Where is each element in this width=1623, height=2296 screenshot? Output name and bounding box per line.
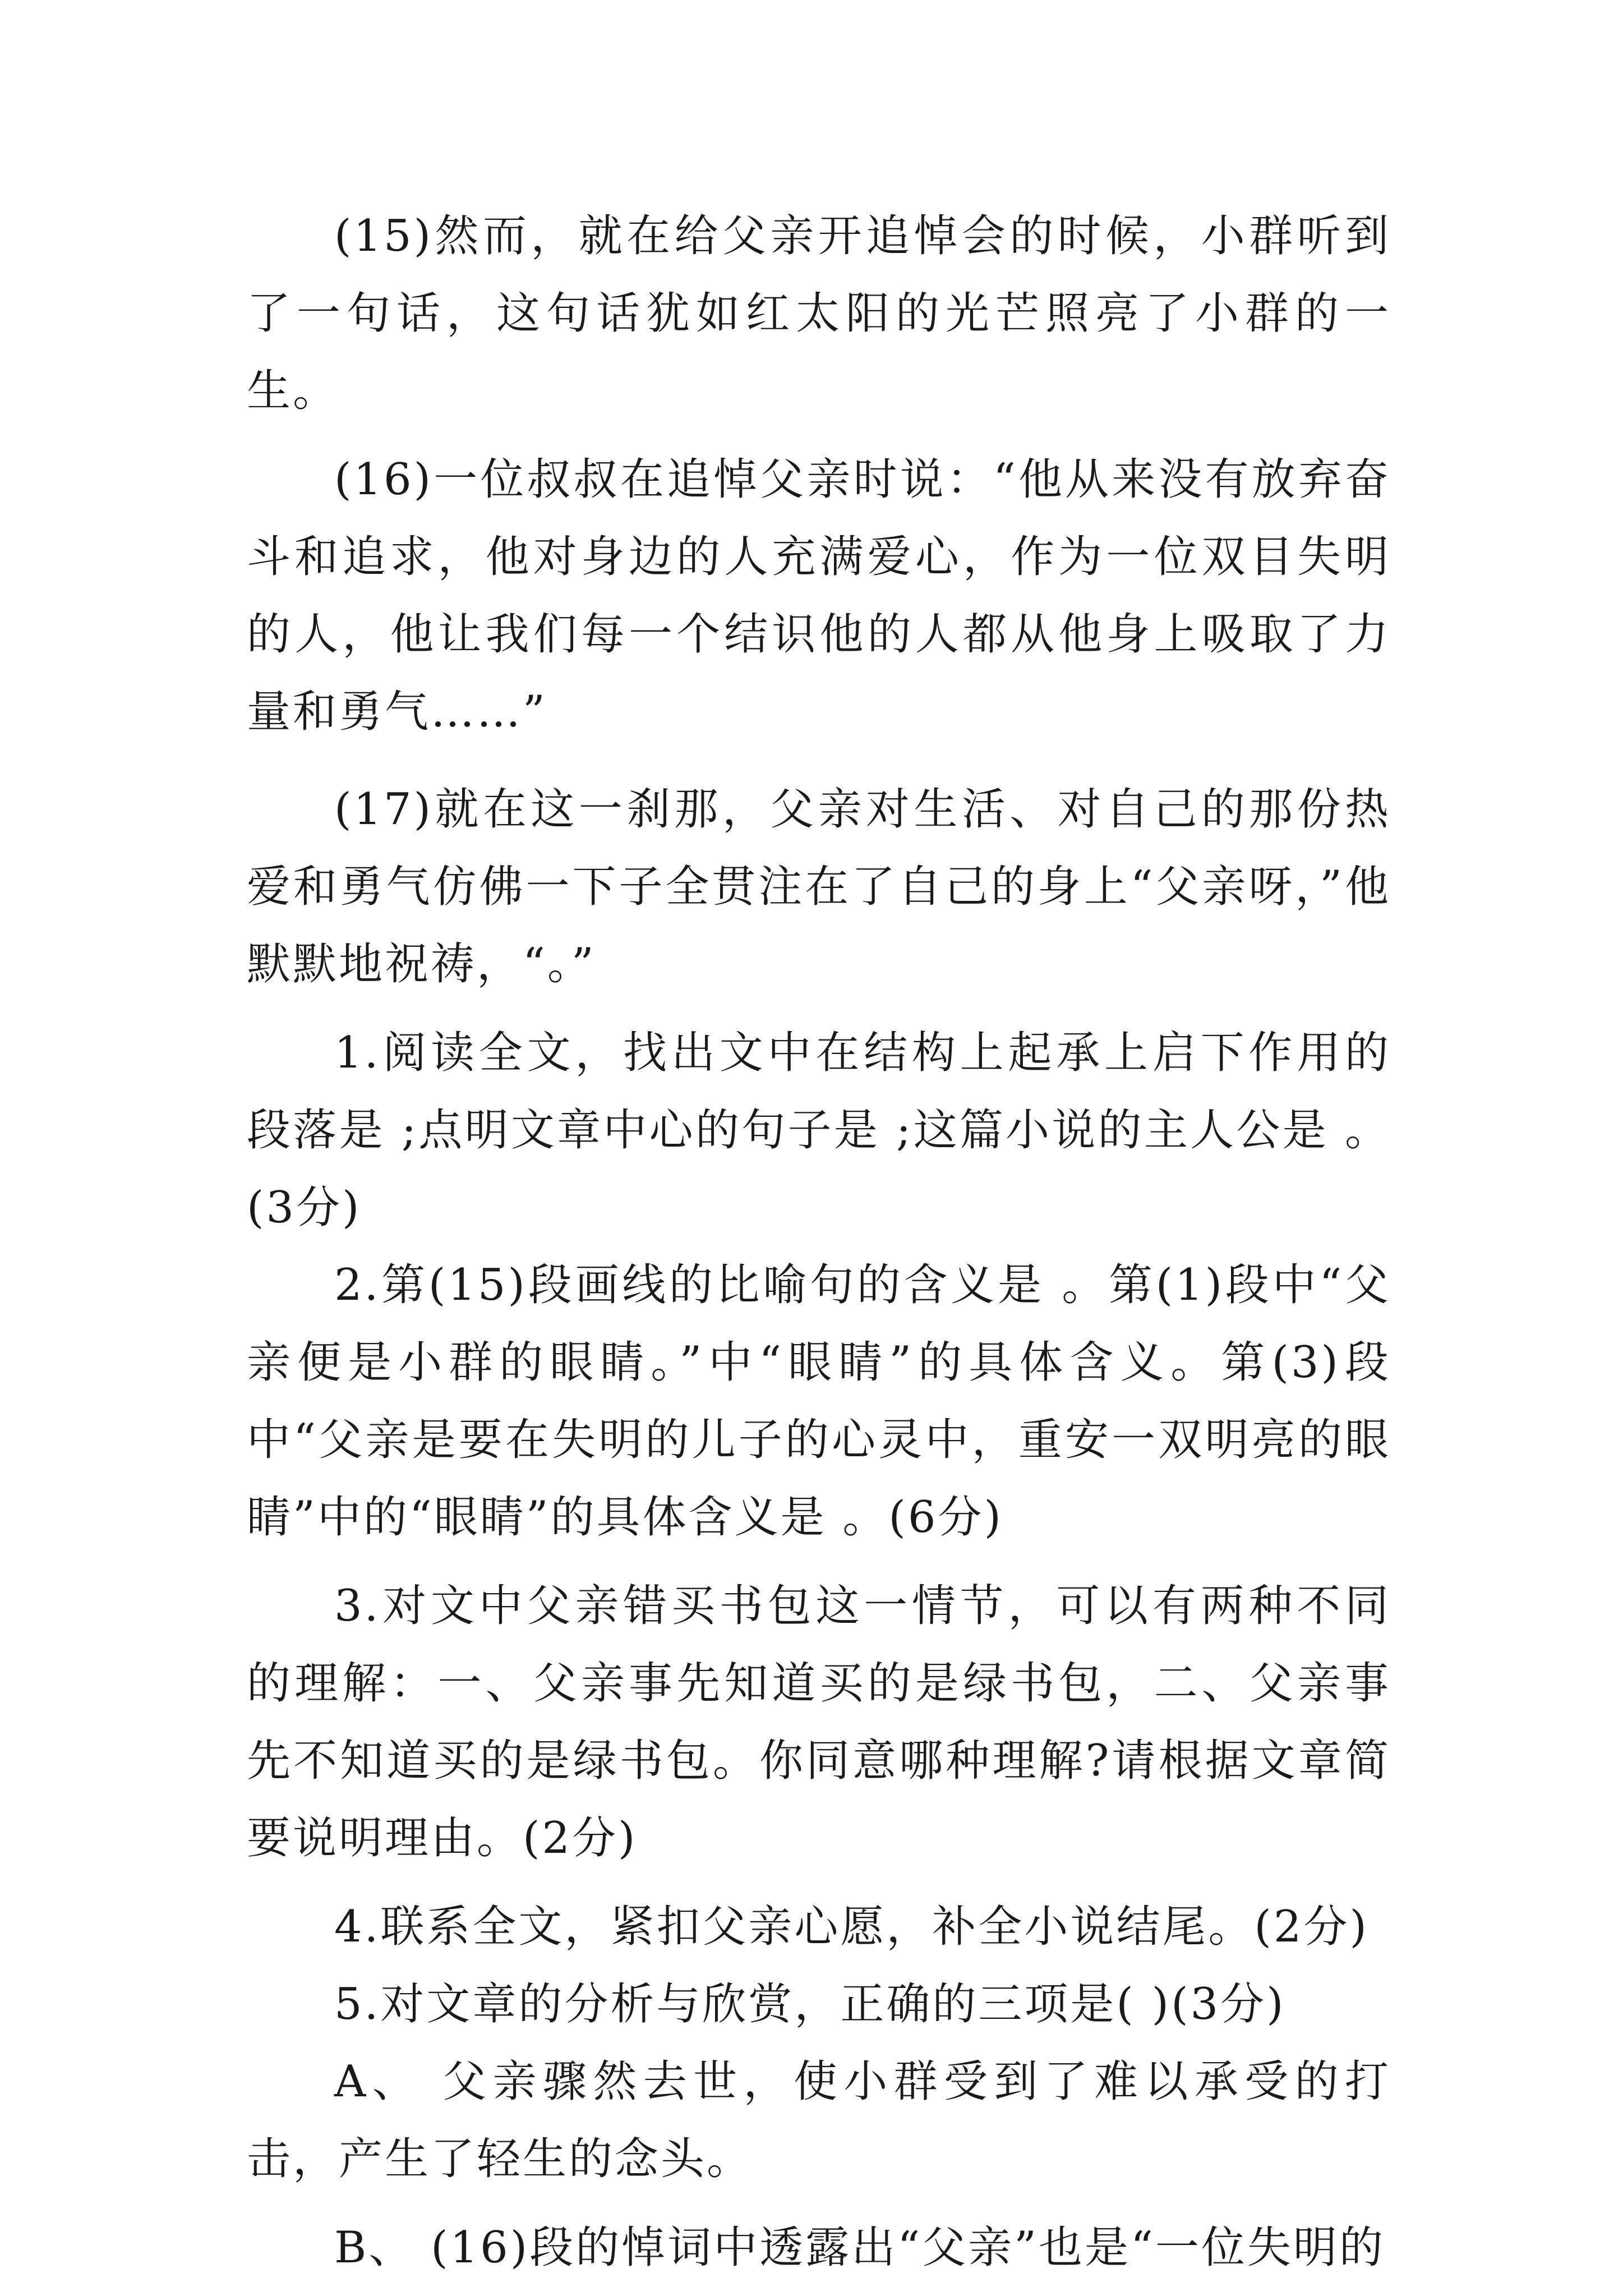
question-1: 1.阅读全文，找出文中在结构上起承上启下作用的段落是 ;点明文章中心的句子是 ;这篇小说的主人公是 。(3分) (247, 1028, 1391, 1233)
question-3: 3.对文中父亲错买书包这一情节，可以有两种不同的理解：一、父亲事先知道买的是绿书包，二、父亲事先不知道买的是绿书包。你同意哪种理解?请根据文章简要说明理由。(2分) (247, 1581, 1391, 1864)
paragraph-15: (15)然而，就在给父亲开追悼会的时候，小群听到了一句话，这句话犹如红太阳的光芒照亮了小群的一生。 (247, 211, 1391, 416)
question-4: 4.联系全文，紧扣父亲心愿，补全小说结尾。(2分) (334, 1902, 1369, 1952)
question-5: 5.对文章的分析与欣赏，正确的三项是( )(3分) (334, 1979, 1286, 2030)
paragraph-16: (16)一位叔叔在追悼父亲时说：“他从来没有放弃奋斗和追求，他对身边的人充满爱心，作为一位双目失明的人，他让我们每一个结识他的人都从他身上吸取了力量和勇气……” (247, 454, 1391, 737)
question-2: 2.第(15)段画线的比喻句的含义是 。第(1)段中“父亲便是小群的眼睛。”中“眼睛”的具体含义。第(3)段中“父亲是要在失明的儿子的心灵中，重安一双明亮的眼睛”中的“眼睛”的具体含义是 。(6分) (247, 1260, 1391, 1543)
paragraph-17: (17)就在这一刹那，父亲对生活、对自己的那份热爱和勇气仿佛一下子全贯注在了自己的身上“父亲呀，”他默默地祝祷，“。” (247, 784, 1391, 990)
document-page (247, 197, 1391, 2286)
option-a: A、 父亲骤然去世，使小群受到了难以承受的打击，产生了轻生的念头。 (247, 2056, 1391, 2184)
option-b: B、 (16)段的悼词中透露出“父亲”也是“一位失明的 (334, 2223, 1385, 2273)
